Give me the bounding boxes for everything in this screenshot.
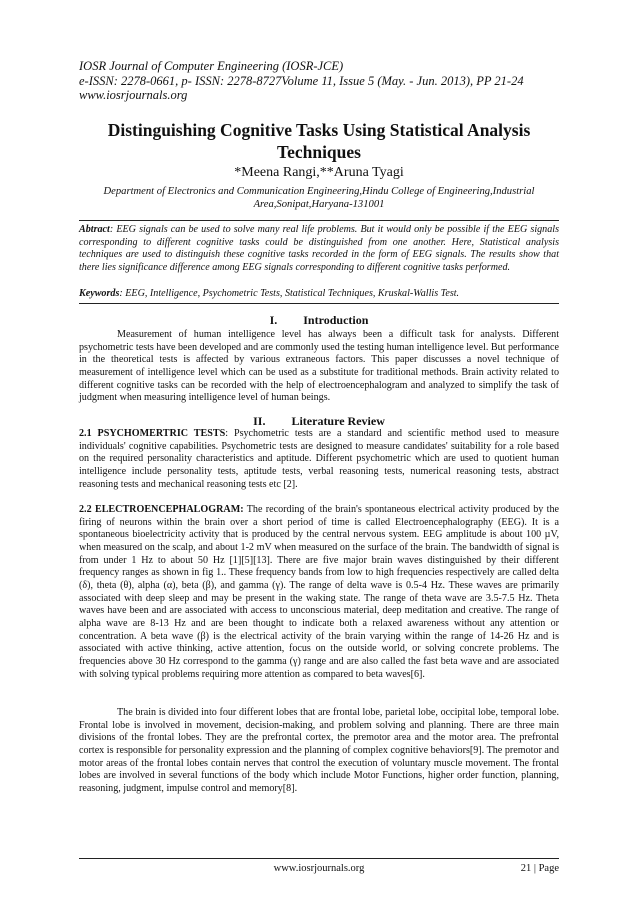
- footer-rule: [79, 858, 559, 859]
- paper-affiliation: Department of Electronics and Communication Engineering,Hindu College of Engineering,Industrial Area,Sonipat,Haryana-131001: [103, 186, 535, 210]
- keywords-label: Keywords: [79, 288, 120, 299]
- paper-authors: *Meena Rangi,**Aruna Tyagi: [234, 165, 404, 180]
- page-number: 21 | Page: [520, 863, 559, 874]
- abstract-top-rule: [79, 220, 559, 221]
- section-heading-introduction: [79, 313, 559, 327]
- abstract-label: Abtract: [79, 224, 110, 235]
- keywords: [79, 288, 559, 301]
- subsection-text: : Psychometric tests are a standard and scientific method used to measure individuals' cognitive capabilities. Psychometric tests are designed to measure candidates' suitability for a role based on the required personality characteristics and aptitude. Different psychometric which are used to quotient human intelligence include personality tests, aptitude tests, verbal reasoning tests, numerical reasoning tests, abstract reasoning tests and mechanical reasoning tests etc [2].: [79, 428, 559, 490]
- abstract-text: : EEG signals can be used to solve many real life problems. But it would only be possible if the EEG signals corresponding to different cognitive tasks could be distinguished from one another. Here, Statistical analysis techniques are used to distinguish these cognitive tasks recorded in the form of EEG signals. The results show that there lies significance difference among EEG signals corresponding to different cognitive tasks performed.: [79, 224, 559, 273]
- issn-line: e-ISSN: 2278-0661, p- ISSN: 2278-8727Volume 11, Issue 5 (May. - Jun. 2013), PP 21-24: [79, 73, 524, 88]
- journal-name: IOSR Journal of Computer Engineering (IOSR-JCE): [79, 59, 344, 73]
- paper-title: Distinguishing Cognitive Tasks Using Statistical Analysis Techniques: [107, 120, 531, 162]
- subsection-label: 2.1 PSYCHOMERTRIC TESTS: [79, 428, 226, 439]
- section-number: II.: [253, 414, 266, 428]
- keywords-text: : EEG, Intelligence, Psychometric Tests, Statistical Techniques, Kruskal-Wallis Test.: [119, 288, 460, 299]
- journal-website: www.iosrjournals.org: [79, 88, 188, 103]
- introduction-paragraph: Measurement of human intelligence level has always been a difficult task for analysts. Different psychometric tests have been developed and are commonly used the testing human intelligence level. But performance in the theoretical tests is affected by various extraneous factors. This paper discusses a novel technique of measurement of intelligence level which can be used as a substitute for traditional methods. Brain activity related to different cognitive tasks can be recorded with the help of electroencephalogram and analyzed to simplify the task of judgment when measuring intelligence level of human beings.: [79, 329, 559, 404]
- brain-lobes-paragraph: The brain is divided into four different lobes that are frontal lobe, parietal lobe, occipital lobe, temporal lobe. Frontal lobe is involved in movement, decision-making, and problem solving and planning. There are three main divisions of the frontal lobes. They are the prefrontal cortex, the premotor area and the motor area. The prefrontal cortex is responsible for personality expression and the planning of complex cognitive behaviors[9]. The premotor and motor areas of the frontal lobes contain nerves that control the execution of voluntary muscle movement. The frontal lobes are involved in several functions of the body which include Motor Functions, higher order function, planning, reasoning, judgment, impulse control and memory[8].: [79, 707, 559, 794]
- section-heading-literature-review: [79, 414, 559, 428]
- psychometric-tests-paragraph: [79, 428, 559, 491]
- subsection-label: 2.2 ELECTROENCEPHALOGRAM:: [79, 504, 244, 515]
- section-title: Introduction: [303, 313, 369, 327]
- journal-header: [79, 59, 569, 103]
- section-title: Literature Review: [291, 414, 385, 428]
- electroencephalogram-paragraph: [79, 504, 559, 681]
- abstract-bottom-rule: [79, 303, 559, 304]
- footer-website: www.iosrjournals.org: [273, 863, 365, 874]
- section-number: I.: [269, 313, 278, 327]
- subsection-text: The recording of the brain's spontaneous electrical activity produced by the firing of neurons within the brain over a short period of time is called Electroencephalography (EEG). It is a spontaneous bioelectricity activity that is produced by the central nervous system. EEG amplitude is about 100 µV, when measured on the scalp, and about 1-2 mV when measured on the surface of the brain. The bandwidth of signal is from under 1 Hz to about 50 Hz [1][5][13]. There are five major brain waves distinguished by their different frequency ranges as shown in fig 1.. These frequency bands from low to high frequencies respectively are called delta (δ), theta (θ), alpha (α), beta (β), and gamma (γ). The range of delta wave is 0.5-4 Hz. These waves are primarily associated with deep sleep and may be present in the waking state. The range of theta wave are 3.5-7.5 Hz. Theta waves have been and are associated with access to unconscious material, deep meditation and creative. The range of alpha wave are 8-13 Hz and are been thought to indicate both a relaxed awareness without any attention or concentration. A beta wave (β) is the electrical activity of the brain varying within the range of 14-26 Hz and is associated with active thinking, active attention, focus on the outside world, or solving concrete problems. The frequencies above 30 Hz correspond to the gamma (γ) range and are also called the fast beta wave and are associated with solving typical problems requiring more attention as compared to beta waves[6].: [79, 504, 559, 680]
- abstract: [79, 224, 559, 274]
